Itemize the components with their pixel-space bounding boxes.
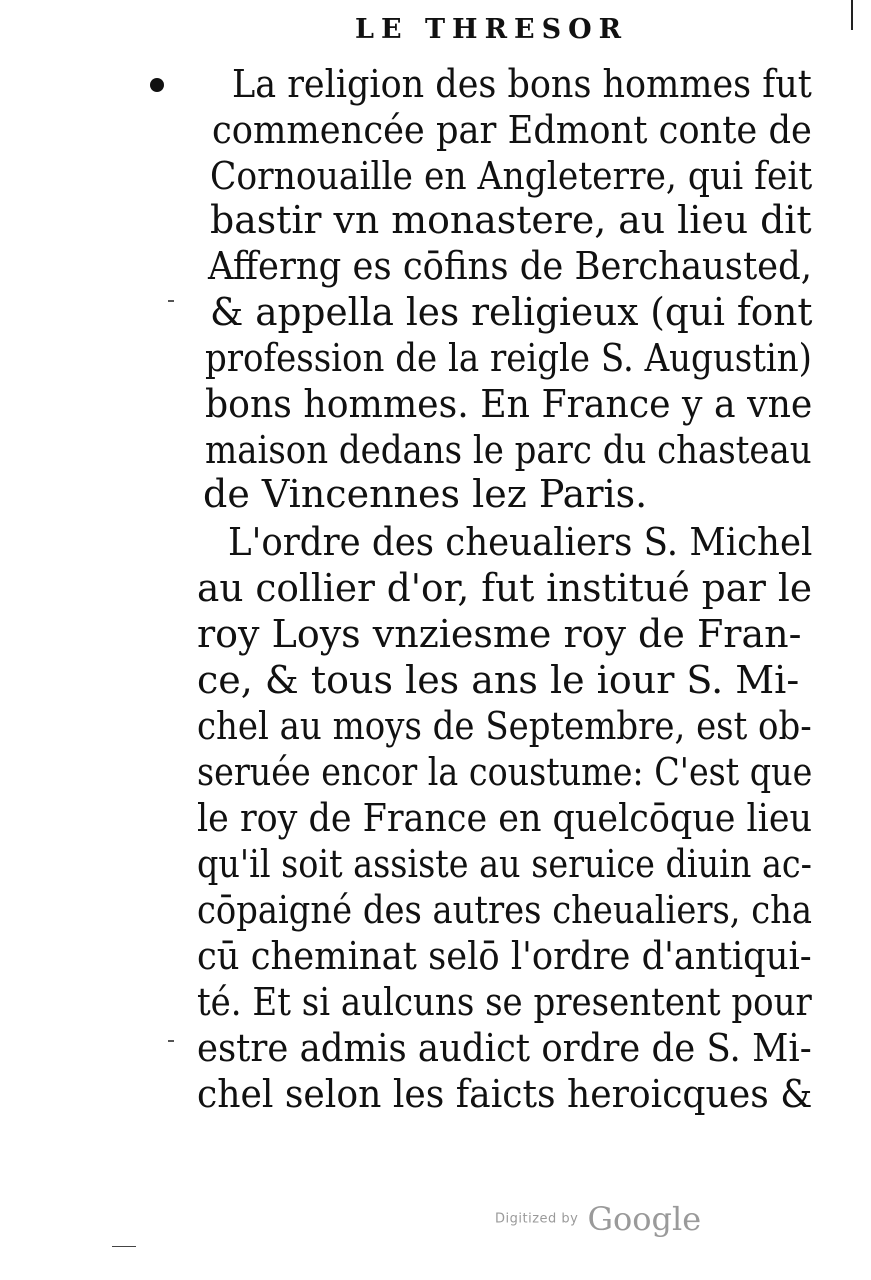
- text-line: roy Loys vnziesme roy de Fran-: [197, 612, 802, 656]
- text-line: chel selon les faicts heroicques &: [197, 1072, 813, 1116]
- text-line: bons hommes. En France y a vne: [205, 382, 813, 426]
- footer-rule: [112, 1246, 136, 1247]
- corner-mark: [851, 0, 859, 30]
- text-line: au collier d'or, fut institué par le: [197, 566, 812, 610]
- digitized-watermark: [495, 1200, 701, 1238]
- margin-bullet-mark: [150, 78, 164, 92]
- text-line: La religion des bons hommes fut: [232, 62, 812, 106]
- text-line: cōpaigné des autres cheualiers, cha: [197, 888, 813, 932]
- margin-mark: [168, 300, 174, 302]
- margin-mark: [168, 1040, 174, 1042]
- text-line: maison dedans le parc du chasteau: [205, 428, 812, 472]
- text-line: seruée encor la coustume: C'est que: [197, 750, 813, 794]
- text-line: chel au moys de Septembre, est ob-: [197, 704, 812, 748]
- text-line: de Vincennes lez Paris.: [203, 472, 648, 516]
- text-line: commencée par Edmont conte de: [212, 108, 812, 152]
- text-line: estre admis audict ordre de S. Mi-: [197, 1026, 812, 1070]
- watermark-caption: Digitized by: [495, 1211, 579, 1227]
- text-line: profession de la reigle S. Augustin): [205, 336, 812, 380]
- text-line: ce, & tous les ans le iour S. Mi-: [197, 658, 800, 702]
- text-line: qu'il soit assiste au seruice diuin ac-: [197, 842, 812, 886]
- running-head: LE THRESOR: [355, 14, 629, 45]
- text-line: bastir vn monastere, au lieu dit: [210, 198, 812, 242]
- text-line: cū cheminat selō l'ordre d'antiqui-: [197, 934, 812, 978]
- text-line: Cornouaille en Angleterre, qui feit: [210, 154, 813, 198]
- text-line: & appella les religieux (qui font: [210, 290, 813, 334]
- text-line: té. Et si aulcuns se presentent pour: [197, 980, 812, 1024]
- text-line: L'ordre des cheualiers S. Michel: [228, 520, 813, 564]
- google-logo: Google: [587, 1200, 702, 1238]
- text-line: le roy de France en quelcōque lieu: [197, 796, 813, 840]
- text-line: Afferng es cōfins de Berchausted,: [208, 244, 812, 288]
